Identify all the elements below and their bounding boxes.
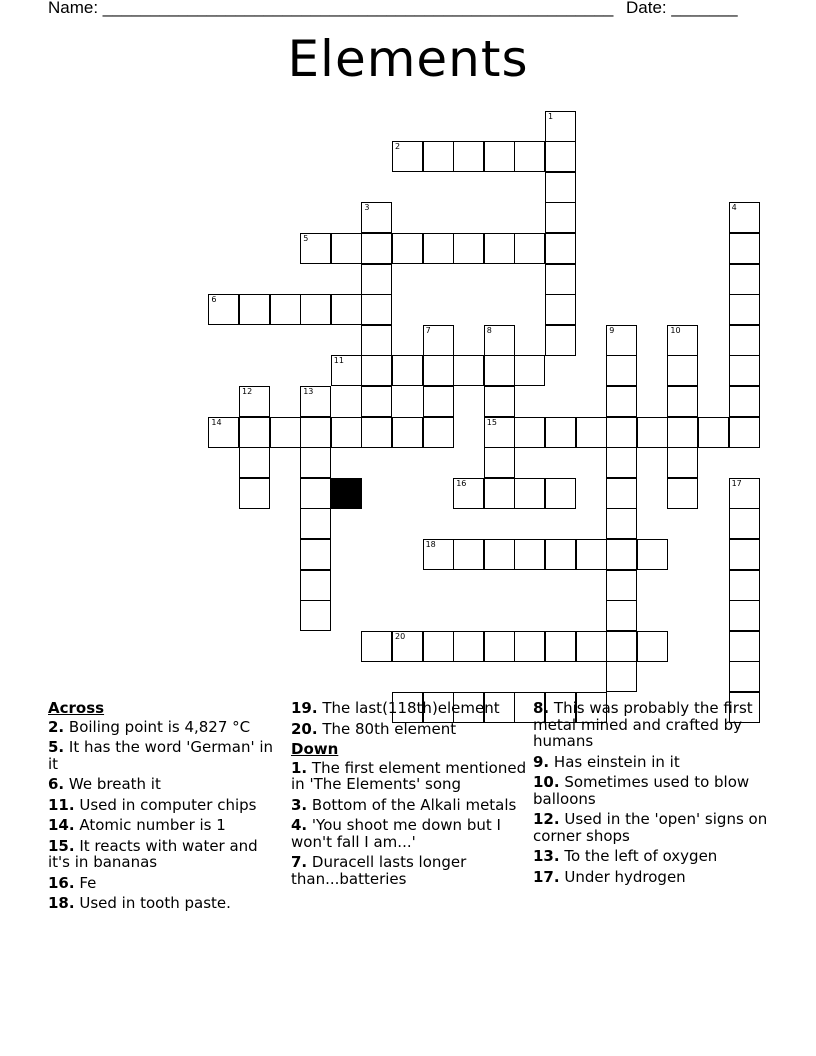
clue-number-label: 2. <box>48 717 65 736</box>
grid-cell[interactable] <box>300 570 331 601</box>
clue-number: 13 <box>303 387 314 396</box>
grid-cell[interactable] <box>729 478 760 509</box>
grid-cell[interactable] <box>545 539 576 570</box>
clues-column-1 <box>48 700 278 916</box>
clue-item <box>48 719 278 736</box>
grid-cell[interactable] <box>698 417 729 448</box>
clue-item <box>48 838 278 871</box>
grid-cell[interactable] <box>300 294 331 325</box>
clue-number-label: 13. <box>533 847 560 865</box>
grid-cell[interactable] <box>331 294 362 325</box>
grid-cell[interactable] <box>208 294 239 325</box>
grid-cell[interactable] <box>392 417 423 448</box>
grid-cell[interactable] <box>239 417 270 448</box>
clue-number-label: 19. <box>291 699 318 717</box>
clue-number-label: 11. <box>48 795 75 814</box>
grid-cell[interactable] <box>545 478 576 509</box>
clue-number: 8 <box>486 325 492 335</box>
clue-text: Under hydrogen <box>559 867 686 886</box>
clue-item <box>48 797 278 814</box>
clue-item <box>291 854 527 887</box>
grid-cell[interactable] <box>453 631 484 662</box>
grid-cell[interactable] <box>514 417 545 448</box>
clue-text: Used in tooth paste. <box>74 894 231 912</box>
across-clue-list-continued <box>291 700 527 737</box>
clue-number-label: 17. <box>533 867 560 886</box>
clues-column-2 <box>291 700 527 891</box>
grid-cell[interactable] <box>300 447 331 478</box>
grid-cell[interactable] <box>545 202 576 233</box>
grid-cell[interactable] <box>729 386 760 417</box>
grid-cell[interactable] <box>484 325 515 356</box>
clue-text: We breath it <box>64 775 161 793</box>
clue-number: 17 <box>731 478 742 488</box>
grid-cell[interactable] <box>361 233 392 264</box>
clue-text: Fe <box>74 873 97 892</box>
clue-number-label: 4. <box>291 816 308 834</box>
clue-text: Boiling point is 4,827 °C <box>64 717 251 736</box>
grid-cell[interactable] <box>484 141 515 172</box>
clue-item <box>48 776 278 793</box>
grid-cell[interactable] <box>484 631 515 662</box>
across-heading: Across <box>48 699 105 717</box>
clue-item <box>533 811 773 844</box>
grid-cell[interactable] <box>606 355 637 386</box>
clue-item <box>291 700 527 717</box>
grid-cell[interactable] <box>514 233 545 264</box>
grid-cell[interactable] <box>423 386 454 417</box>
grid-cell[interactable] <box>606 386 637 417</box>
grid-cell[interactable] <box>729 202 760 233</box>
clue-text: Sometimes used to blow balloons <box>533 773 750 808</box>
clue-item <box>533 754 773 771</box>
grid-cell[interactable] <box>423 631 454 662</box>
clue-text: 'You shoot me down but I won't fall I am...' <box>291 816 501 851</box>
grid-cell[interactable] <box>729 508 760 539</box>
grid-cell[interactable] <box>667 325 698 356</box>
clue-number-label: 8. <box>533 699 550 717</box>
clue-item <box>533 700 773 750</box>
grid-cell[interactable] <box>423 539 454 570</box>
clue-item <box>533 869 773 886</box>
grid-cell[interactable] <box>606 570 637 601</box>
grid-cell[interactable] <box>484 386 515 417</box>
grid-cell[interactable] <box>606 661 637 692</box>
grid-cell[interactable] <box>239 478 270 509</box>
grid-cell[interactable] <box>331 355 362 386</box>
grid-cell[interactable] <box>545 631 576 662</box>
clue-number-label: 1. <box>291 758 308 777</box>
grid-cell[interactable] <box>667 417 698 448</box>
grid-cell[interactable] <box>729 417 760 448</box>
grid-cell[interactable] <box>392 631 423 662</box>
grid-cell[interactable] <box>392 141 423 172</box>
grid-cell[interactable] <box>545 264 576 295</box>
clue-number: 14 <box>211 417 222 427</box>
grid-cell[interactable] <box>514 539 545 570</box>
clue-text: Atomic number is 1 <box>74 816 226 834</box>
clues-column-3 <box>533 700 773 889</box>
grid-cell[interactable] <box>300 386 331 417</box>
grid-cell[interactable] <box>453 539 484 570</box>
grid-cell[interactable] <box>453 355 484 386</box>
grid-cell[interactable] <box>606 447 637 478</box>
grid-cell[interactable] <box>729 661 760 692</box>
grid-cell[interactable] <box>453 141 484 172</box>
clue-number: 12 <box>242 387 253 396</box>
clue-text: This was probably the first metal mined and crafted by humans <box>533 699 753 750</box>
clue-item <box>291 817 527 850</box>
grid-cell[interactable] <box>729 233 760 264</box>
clue-item <box>533 848 773 865</box>
clue-number: 4 <box>731 203 737 213</box>
grid-cell[interactable] <box>484 417 515 448</box>
clue-number: 16 <box>456 478 467 488</box>
clue-number: 15 <box>486 417 497 427</box>
clue-number: 2 <box>395 142 401 152</box>
grid-cell[interactable] <box>514 478 545 509</box>
grid-cell[interactable] <box>545 141 576 172</box>
grid-cell[interactable] <box>423 417 454 448</box>
clue-item <box>48 817 278 834</box>
clue-number-label: 15. <box>48 836 75 855</box>
grid-cell[interactable] <box>606 417 637 448</box>
clue-number-label: 6. <box>48 775 65 793</box>
clue-number-label: 5. <box>48 738 65 756</box>
grid-cell[interactable] <box>484 355 515 386</box>
grid-cell[interactable] <box>606 325 637 356</box>
grid-cell[interactable] <box>729 539 760 570</box>
grid-cell[interactable] <box>606 600 637 631</box>
grid-cell[interactable] <box>606 508 637 539</box>
clue-number: 9 <box>609 325 615 335</box>
grid-cell[interactable] <box>606 539 637 570</box>
grid-cell[interactable] <box>729 600 760 631</box>
grid-cell[interactable] <box>423 355 454 386</box>
clue-text: The first element mentioned in 'The Elements' song <box>291 758 527 793</box>
clue-number: 6 <box>211 295 217 305</box>
grid-cell[interactable] <box>361 417 392 448</box>
clue-text: The 80th element <box>317 719 457 738</box>
clue-text: To the left of oxygen <box>559 847 718 865</box>
grid-cell[interactable] <box>729 325 760 356</box>
grid-cell[interactable] <box>423 141 454 172</box>
grid-cell[interactable] <box>637 539 668 570</box>
clue-text: Has einstein in it <box>549 752 680 771</box>
grid-cell[interactable] <box>361 631 392 662</box>
clue-item <box>291 721 527 738</box>
grid-cell[interactable] <box>576 631 607 662</box>
grid-cell[interactable] <box>484 539 515 570</box>
grid-cell[interactable] <box>300 478 331 509</box>
grid-cell[interactable] <box>361 386 392 417</box>
clue-number-label: 18. <box>48 894 75 912</box>
grid-cell[interactable] <box>270 294 301 325</box>
grid-cell[interactable] <box>484 447 515 478</box>
grid-cell[interactable] <box>361 325 392 356</box>
grid-cell[interactable] <box>576 539 607 570</box>
grid-cell[interactable] <box>361 355 392 386</box>
page-title: Elements <box>287 30 529 88</box>
clue-number: 7 <box>425 325 431 335</box>
grid-cell[interactable] <box>423 325 454 356</box>
grid-cell[interactable] <box>545 172 576 203</box>
clue-text: Bottom of the Alkali metals <box>307 795 517 814</box>
down-clue-list-continued <box>533 700 773 885</box>
grid-cell[interactable] <box>300 539 331 570</box>
grid-cell[interactable] <box>667 447 698 478</box>
clue-item <box>48 895 278 912</box>
name-label: Name: ______________________________________________________ <box>48 0 614 17</box>
grid-cell[interactable] <box>729 355 760 386</box>
grid-cell[interactable] <box>300 233 331 264</box>
clue-text: Used in the 'open' signs on corner shops <box>533 810 768 845</box>
grid-cell[interactable] <box>239 386 270 417</box>
clue-item <box>291 797 527 814</box>
grid-cell[interactable] <box>270 417 301 448</box>
grid-cell[interactable] <box>514 141 545 172</box>
grid-cell[interactable] <box>545 111 576 142</box>
grid-cell[interactable] <box>729 570 760 601</box>
clue-item <box>48 875 278 892</box>
down-heading: Down <box>291 740 339 758</box>
clue-number-label: 7. <box>291 853 308 871</box>
grid-cell[interactable] <box>576 417 607 448</box>
clue-text: It reacts with water and it's in bananas <box>48 836 258 871</box>
clue-item <box>48 739 278 772</box>
grid-cell[interactable] <box>300 417 331 448</box>
grid-cell[interactable] <box>361 294 392 325</box>
grid-cell[interactable] <box>331 417 362 448</box>
grid-cell[interactable] <box>606 478 637 509</box>
clue-item <box>291 760 527 793</box>
clue-number: 3 <box>364 203 370 213</box>
clue-number: 20 <box>395 631 406 641</box>
clue-number: 1 <box>548 111 554 121</box>
clue-number-label: 14. <box>48 816 75 834</box>
clue-item <box>533 774 773 807</box>
grid-cell[interactable] <box>453 233 484 264</box>
grid-cell[interactable] <box>208 417 239 448</box>
down-clue-list <box>291 760 527 888</box>
grid-cell[interactable] <box>545 325 576 356</box>
clue-text: The last(118th)element <box>317 699 500 717</box>
grid-cell[interactable] <box>637 417 668 448</box>
grid-cell[interactable] <box>331 233 362 264</box>
grid-cell[interactable] <box>423 233 454 264</box>
grid-cell[interactable] <box>239 447 270 478</box>
across-clue-list <box>48 719 278 912</box>
grid-cell[interactable] <box>514 355 545 386</box>
grid-cell[interactable] <box>361 264 392 295</box>
clue-text: Duracell lasts longer than...batteries <box>291 853 467 888</box>
grid-cell[interactable] <box>453 478 484 509</box>
grid-cell[interactable] <box>514 631 545 662</box>
clue-number-label: 20. <box>291 719 318 738</box>
grid-cell[interactable] <box>361 202 392 233</box>
grid-cell[interactable] <box>484 233 515 264</box>
grid-cell[interactable] <box>729 264 760 295</box>
clue-text: Used in computer chips <box>74 795 257 814</box>
clue-number-label: 9. <box>533 752 550 771</box>
grid-cell[interactable] <box>300 508 331 539</box>
black-cell <box>331 478 362 509</box>
grid-cell[interactable] <box>392 355 423 386</box>
clue-number-label: 12. <box>533 810 560 828</box>
grid-cell[interactable] <box>667 478 698 509</box>
grid-cell[interactable] <box>637 631 668 662</box>
grid-cell[interactable] <box>392 233 423 264</box>
grid-cell[interactable] <box>545 294 576 325</box>
clue-number: 5 <box>303 234 309 243</box>
grid-cell[interactable] <box>545 417 576 448</box>
date-label: Date: _______ <box>626 0 738 17</box>
grid-cell[interactable] <box>667 355 698 386</box>
grid-cell[interactable] <box>729 631 760 662</box>
grid-cell[interactable] <box>239 294 270 325</box>
grid-cell[interactable] <box>606 631 637 662</box>
clue-number-label: 3. <box>291 795 308 814</box>
grid-cell[interactable] <box>545 233 576 264</box>
grid-cell[interactable] <box>729 294 760 325</box>
grid-cell[interactable] <box>484 478 515 509</box>
clue-number: 18 <box>425 540 436 549</box>
clue-number-label: 16. <box>48 873 75 892</box>
clue-number-label: 10. <box>533 773 560 791</box>
clue-number: 11 <box>333 356 344 366</box>
clue-text: It has the word 'German' in it <box>48 738 274 773</box>
grid-cell[interactable] <box>667 386 698 417</box>
grid-cell[interactable] <box>300 600 331 631</box>
clue-number: 10 <box>670 325 681 335</box>
